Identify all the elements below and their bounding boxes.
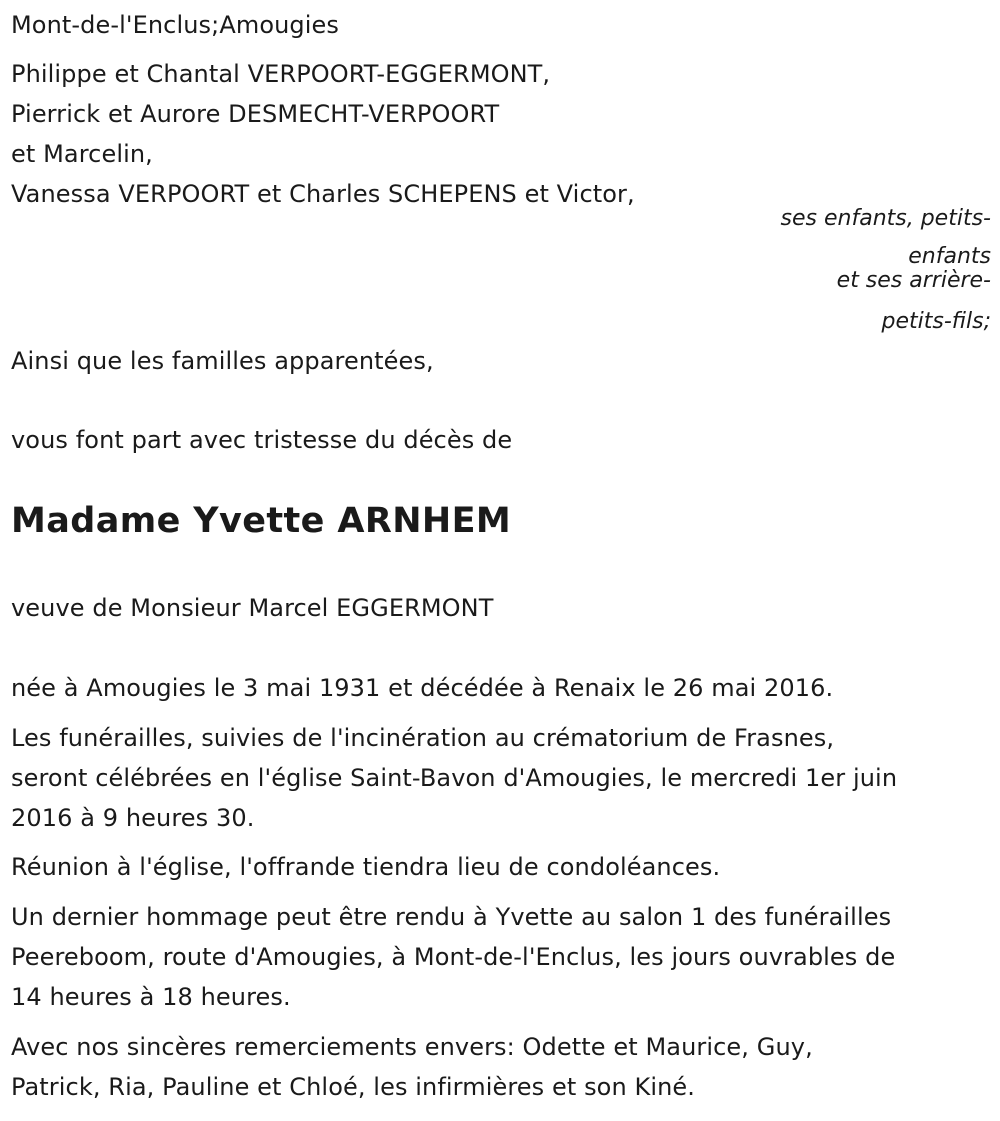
birth-death: née à Amougies le 3 mai 1931 et décédée à Renaix le 26 mai 2016. xyxy=(11,674,834,702)
location-header: Mont-de-l'Enclus;Amougies xyxy=(11,11,339,39)
tribute-line-3: 14 heures à 18 heures. xyxy=(11,983,291,1011)
funeral-line-1: Les funérailles, suivies de l'incinération au crématorium de Frasnes, xyxy=(11,724,835,752)
announcement: vous font part avec tristesse du décès de xyxy=(11,426,513,454)
related-families: Ainsi que les familles apparentées, xyxy=(11,347,434,375)
family-relation-line-2: enfants xyxy=(908,244,991,269)
funeral-line-2: seront célébrées en l'église Saint-Bavon d'Amougies, le mercredi 1er juin xyxy=(11,764,898,792)
family-line-2: Pierrick et Aurore DESMECHT-VERPOORT xyxy=(11,100,500,128)
family-relation-line-3: et ses arrière- xyxy=(836,268,991,293)
deceased-name: Madame Yvette ARNHEM xyxy=(11,501,512,541)
tribute-line-2: Peereboom, route d'Amougies, à Mont-de-l'Enclus, les jours ouvrables de xyxy=(11,943,896,971)
family-line-3: et Marcelin, xyxy=(11,140,153,168)
family-line-4: Vanessa VERPOORT et Charles SCHEPENS et Victor, xyxy=(11,180,635,208)
family-relation-line-4: petits-fils; xyxy=(881,309,991,334)
thanks-line-2: Patrick, Ria, Pauline et Chloé, les infirmières et son Kiné. xyxy=(11,1073,696,1101)
thanks-line-1: Avec nos sincères remerciements envers: Odette et Maurice, Guy, xyxy=(11,1033,813,1061)
tribute-line-1: Un dernier hommage peut être rendu à Yvette au salon 1 des funérailles xyxy=(11,903,892,931)
widow-of: veuve de Monsieur Marcel EGGERMONT xyxy=(11,594,494,622)
meeting-info: Réunion à l'église, l'offrande tiendra lieu de condoléances. xyxy=(11,853,721,881)
family-relation-line-1: ses enfants, petits- xyxy=(780,206,991,231)
funeral-line-3: 2016 à 9 heures 30. xyxy=(11,804,255,832)
family-line-1: Philippe et Chantal VERPOORT-EGGERMONT, xyxy=(11,60,551,88)
